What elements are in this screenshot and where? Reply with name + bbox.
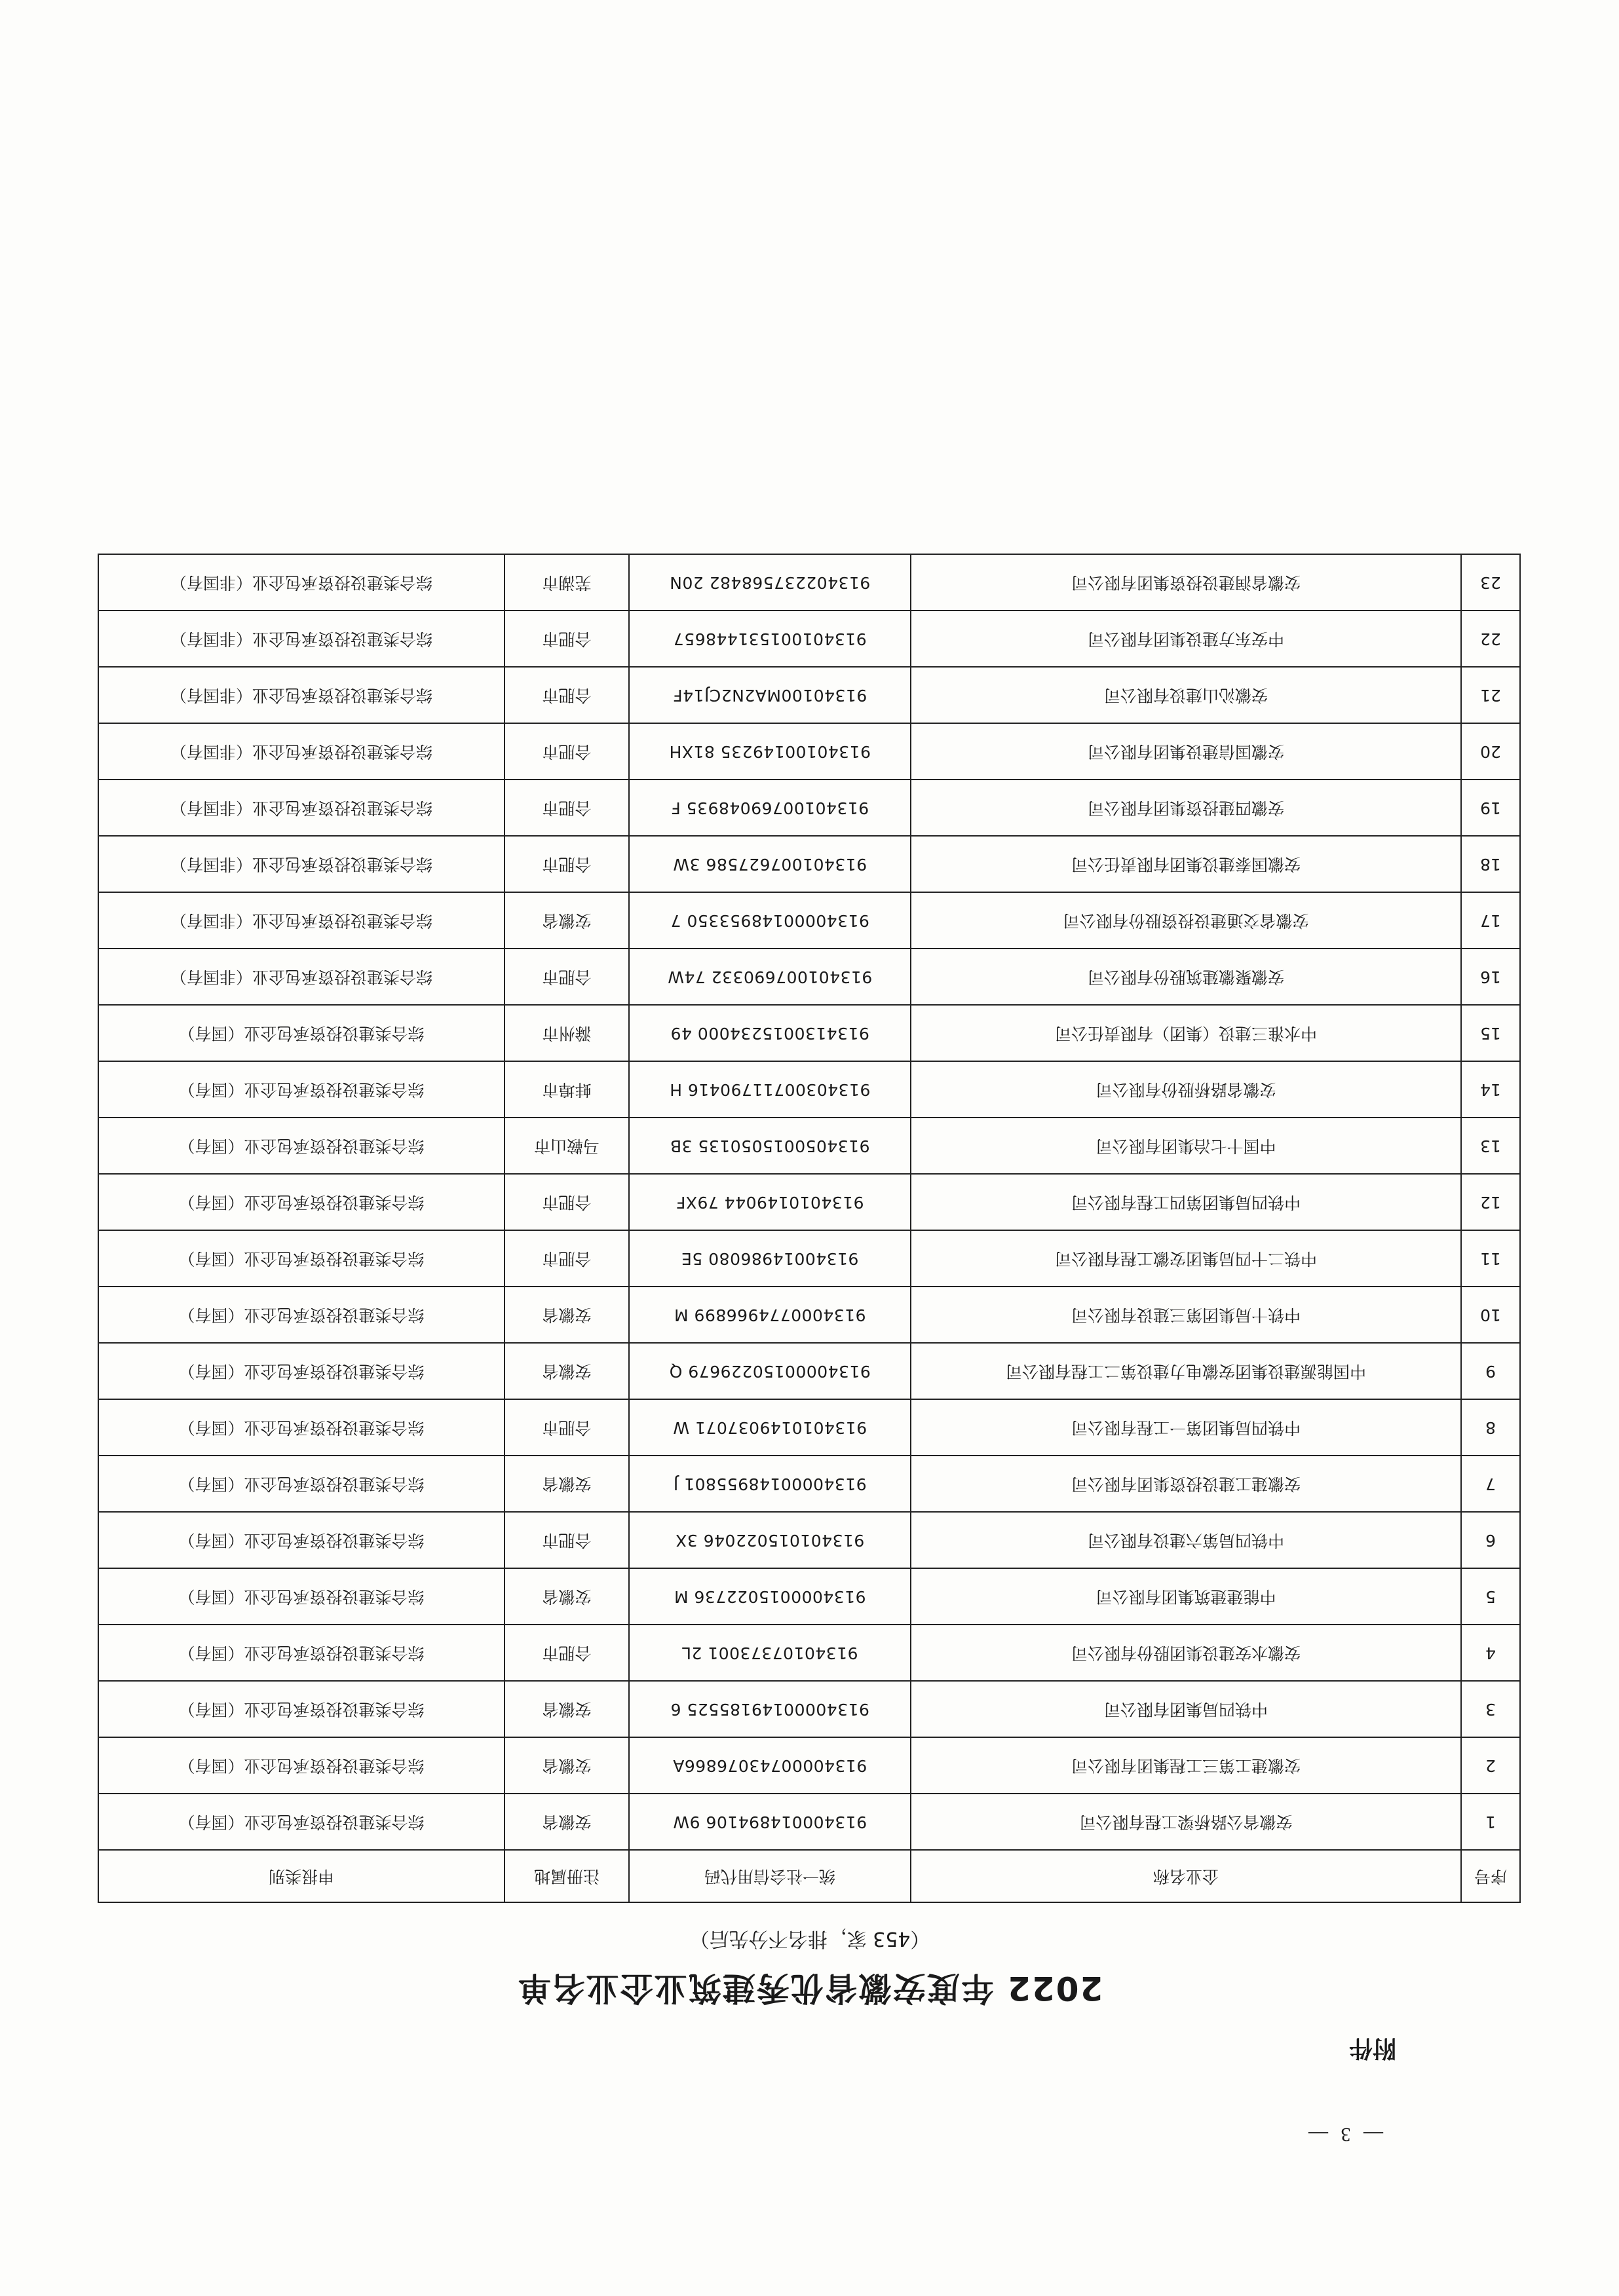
cell-seq: 1 xyxy=(1461,1794,1520,1850)
table-header-row xyxy=(98,1850,1520,1902)
column-header-code: 统一社会信用代码 xyxy=(629,1850,911,1902)
cell-credit-code: 91340300711790416 H xyxy=(629,1061,911,1118)
cell-enterprise-name: 安徽国泰建设集团有限责任公司 xyxy=(911,836,1461,892)
cell-category: 综合类建设投资承包企业（非国有） xyxy=(98,836,505,892)
cell-category: 综合类建设投资承包企业（国有） xyxy=(98,1118,505,1174)
cell-seq: 10 xyxy=(1461,1287,1520,1343)
cell-seq: 7 xyxy=(1461,1456,1520,1512)
cell-category: 综合类建设投资承包企业（国有） xyxy=(98,1625,505,1681)
cell-category: 综合类建设投资承包企业（国有） xyxy=(98,1061,505,1118)
table-row xyxy=(98,1287,1520,1343)
cell-enterprise-name: 中铁四局第六建设有限公司 xyxy=(911,1512,1461,1568)
column-header-category: 申报类别 xyxy=(98,1850,505,1902)
cell-seq: 5 xyxy=(1461,1568,1520,1625)
table-row xyxy=(98,780,1520,836)
cell-category: 综合类建设投资承包企业（国有） xyxy=(98,1287,505,1343)
cell-enterprise-name: 安徽国信建设集团有限公司 xyxy=(911,723,1461,780)
cell-seq: 3 xyxy=(1461,1681,1520,1737)
cell-category: 综合类建设投资承包企业（非国有） xyxy=(98,892,505,949)
cell-credit-code: 91340000150229679 Q xyxy=(629,1343,911,1399)
cell-enterprise-name: 中铁十局集团第三建设有限公司 xyxy=(911,1287,1461,1343)
cell-credit-code: 91340000743076866A xyxy=(629,1737,911,1794)
cell-enterprise-name: 安徽省润建设投资集团有限公司 xyxy=(911,554,1461,611)
cell-enterprise-name: 安徽四建投资集团有限公司 xyxy=(911,780,1461,836)
table-row xyxy=(98,892,1520,949)
cell-enterprise-name: 中铁四局集团第一工程有限公司 xyxy=(911,1399,1461,1456)
table-row xyxy=(98,1230,1520,1287)
cell-location: 安徽省 xyxy=(505,1343,629,1399)
enterprise-table xyxy=(98,554,1521,1903)
cell-category: 综合类建设投资承包企业（非国有） xyxy=(98,949,505,1005)
cell-location: 安徽省 xyxy=(505,1794,629,1850)
column-header-location: 注册属地 xyxy=(505,1850,629,1902)
table-row xyxy=(98,1061,1520,1118)
cell-seq: 12 xyxy=(1461,1174,1520,1230)
cell-category: 综合类建设投资承包企业（国有） xyxy=(98,1512,505,1568)
table-row xyxy=(98,1681,1520,1737)
cell-category: 综合类建设投资承包企业（非国有） xyxy=(98,554,505,611)
table-row xyxy=(98,1005,1520,1061)
cell-enterprise-name: 安徽聚徽建筑股份有限公司 xyxy=(911,949,1461,1005)
cell-location: 合肥市 xyxy=(505,836,629,892)
table-row xyxy=(98,554,1520,611)
cell-seq: 14 xyxy=(1461,1061,1520,1118)
table-row xyxy=(98,1568,1520,1625)
cell-enterprise-name: 中安东方建设集团有限公司 xyxy=(911,611,1461,667)
cell-location: 安徽省 xyxy=(505,1287,629,1343)
cell-category: 综合类建设投资承包企业（国有） xyxy=(98,1681,505,1737)
cell-credit-code: 9134010149044 79XF xyxy=(629,1174,911,1230)
cell-seq: 13 xyxy=(1461,1118,1520,1174)
cell-credit-code: 9134000015022736 M xyxy=(629,1568,911,1625)
cell-seq: 17 xyxy=(1461,892,1520,949)
cell-seq: 23 xyxy=(1461,554,1520,611)
cell-location: 合肥市 xyxy=(505,611,629,667)
cell-credit-code: 913402237568482 20N xyxy=(629,554,911,611)
cell-enterprise-name: 安徽建工建设投资集团有限公司 xyxy=(911,1456,1461,1512)
cell-category: 综合类建设投资承包企业（国有） xyxy=(98,1568,505,1625)
table-row xyxy=(98,1174,1520,1230)
cell-seq: 22 xyxy=(1461,611,1520,667)
cell-credit-code: 9134050015050135 3B xyxy=(629,1118,911,1174)
table-row xyxy=(98,723,1520,780)
cell-category: 综合类建设投资承包企业（国有） xyxy=(98,1456,505,1512)
cell-location: 合肥市 xyxy=(505,1399,629,1456)
cell-seq: 11 xyxy=(1461,1230,1520,1287)
cell-seq: 2 xyxy=(1461,1737,1520,1794)
cell-enterprise-name: 安徽沁山建设有限公司 xyxy=(911,667,1461,723)
cell-seq: 9 xyxy=(1461,1343,1520,1399)
cell-seq: 16 xyxy=(1461,949,1520,1005)
cell-credit-code: 91340100MA2N2CJ14F xyxy=(629,667,911,723)
cell-credit-code: 91340000148955801 J xyxy=(629,1456,911,1512)
cell-credit-code: 9134130015234000 49 xyxy=(629,1005,911,1061)
cell-credit-code: 913401007627586 3W xyxy=(629,836,911,892)
cell-credit-code: 913401015022046 3X xyxy=(629,1512,911,1568)
cell-credit-code: 91340000149185525 6 xyxy=(629,1681,911,1737)
cell-category: 综合类建设投资承包企业（国有） xyxy=(98,1737,505,1794)
cell-credit-code: 9134010149037071 W xyxy=(629,1399,911,1456)
cell-credit-code: 91340014986080 5E xyxy=(629,1230,911,1287)
cell-location: 马鞍山市 xyxy=(505,1118,629,1174)
table-row xyxy=(98,1456,1520,1512)
cell-enterprise-name: 安徽省公路桥梁工程有限公司 xyxy=(911,1794,1461,1850)
cell-category: 综合类建设投资承包企业（国有） xyxy=(98,1174,505,1230)
cell-seq: 19 xyxy=(1461,780,1520,836)
page-subtitle: （453 家，排名不分先后） xyxy=(689,1927,930,1950)
cell-credit-code: 91340000148953350 7 xyxy=(629,892,911,949)
cell-enterprise-name: 中铁四局集团第四工程有限公司 xyxy=(911,1174,1461,1230)
cell-seq: 15 xyxy=(1461,1005,1520,1061)
cell-credit-code: 9134000774966899 M xyxy=(629,1287,911,1343)
cell-location: 合肥市 xyxy=(505,1512,629,1568)
cell-credit-code: 91340100769048935 F xyxy=(629,780,911,836)
cell-category: 综合类建设投资承包企业（国有） xyxy=(98,1230,505,1287)
table-row xyxy=(98,1737,1520,1794)
cell-location: 安徽省 xyxy=(505,1681,629,1737)
cell-category: 综合类建设投资承包企业（国有） xyxy=(98,1794,505,1850)
cell-location: 合肥市 xyxy=(505,1230,629,1287)
table-row xyxy=(98,1118,1520,1174)
page-content xyxy=(99,102,1521,2198)
column-header-seq: 序号 xyxy=(1461,1850,1520,1902)
cell-seq: 6 xyxy=(1461,1512,1520,1568)
cell-location: 滁州市 xyxy=(505,1005,629,1061)
cell-category: 综合类建设投资承包企业（非国有） xyxy=(98,780,505,836)
cell-location: 蚌埠市 xyxy=(505,1061,629,1118)
table-row xyxy=(98,1343,1520,1399)
cell-enterprise-name: 中铁四局集团有限公司 xyxy=(911,1681,1461,1737)
table-row xyxy=(98,667,1520,723)
cell-location: 安徽省 xyxy=(505,1737,629,1794)
cell-category: 综合类建设投资承包企业（国有） xyxy=(98,1005,505,1061)
cell-category: 综合类建设投资承包企业（非国有） xyxy=(98,723,505,780)
cell-seq: 20 xyxy=(1461,723,1520,780)
cell-credit-code: 913401001531448657 xyxy=(629,611,911,667)
cell-location: 合肥市 xyxy=(505,780,629,836)
cell-enterprise-name: 安徽省路桥股份有限公司 xyxy=(911,1061,1461,1118)
table-row xyxy=(98,1625,1520,1681)
cell-credit-code: 91340100149235 81XH xyxy=(629,723,911,780)
cell-credit-code: 913401007690332 74W xyxy=(629,949,911,1005)
cell-location: 合肥市 xyxy=(505,1625,629,1681)
cell-location: 安徽省 xyxy=(505,892,629,949)
table-row xyxy=(98,949,1520,1005)
cell-category: 综合类建设投资承包企业（非国有） xyxy=(98,611,505,667)
cell-enterprise-name: 安徽水安建设集团股份有限公司 xyxy=(911,1625,1461,1681)
cell-location: 合肥市 xyxy=(505,667,629,723)
column-header-name: 企业名称 xyxy=(911,1850,1461,1902)
cell-seq: 4 xyxy=(1461,1625,1520,1681)
cell-enterprise-name: 中国能源建设集团安徽电力建设第二工程有限公司 xyxy=(911,1343,1461,1399)
cell-enterprise-name: 中水淮三建设（集团）有限责任公司 xyxy=(911,1005,1461,1061)
cell-location: 芜湖市 xyxy=(505,554,629,611)
cell-location: 安徽省 xyxy=(505,1456,629,1512)
cell-location: 合肥市 xyxy=(505,949,629,1005)
table-row xyxy=(98,1399,1520,1456)
cell-location: 安徽省 xyxy=(505,1568,629,1625)
cell-category: 综合类建设投资承包企业（国有） xyxy=(98,1399,505,1456)
page-number: — 3 — xyxy=(1305,2124,1383,2145)
cell-enterprise-name: 中国十七冶集团有限公司 xyxy=(911,1118,1461,1174)
cell-enterprise-name: 安徽建工第三工程集团有限公司 xyxy=(911,1737,1461,1794)
cell-category: 综合类建设投资承包企业（国有） xyxy=(98,1343,505,1399)
cell-seq: 18 xyxy=(1461,836,1520,892)
cell-enterprise-name: 中铁二十四局集团安徽工程有限公司 xyxy=(911,1230,1461,1287)
cell-seq: 21 xyxy=(1461,667,1520,723)
cell-category: 综合类建设投资承包企业（非国有） xyxy=(98,667,505,723)
table-row xyxy=(98,1512,1520,1568)
attachment-label: 附件 xyxy=(1348,2035,1396,2061)
cell-credit-code: 91340107373001 2L xyxy=(629,1625,911,1681)
table-row xyxy=(98,611,1520,667)
cell-credit-code: 913400014894106 9W xyxy=(629,1794,911,1850)
cell-location: 合肥市 xyxy=(505,723,629,780)
table-row xyxy=(98,1794,1520,1850)
page-title: 2022 年度安徽省优秀建筑业企业名单 xyxy=(516,1969,1103,2007)
cell-seq: 8 xyxy=(1461,1399,1520,1456)
cell-location: 合肥市 xyxy=(505,1174,629,1230)
cell-enterprise-name: 安徽省交通建设投资股份有限公司 xyxy=(911,892,1461,949)
cell-enterprise-name: 中能建建筑集团有限公司 xyxy=(911,1568,1461,1625)
table-row xyxy=(98,836,1520,892)
